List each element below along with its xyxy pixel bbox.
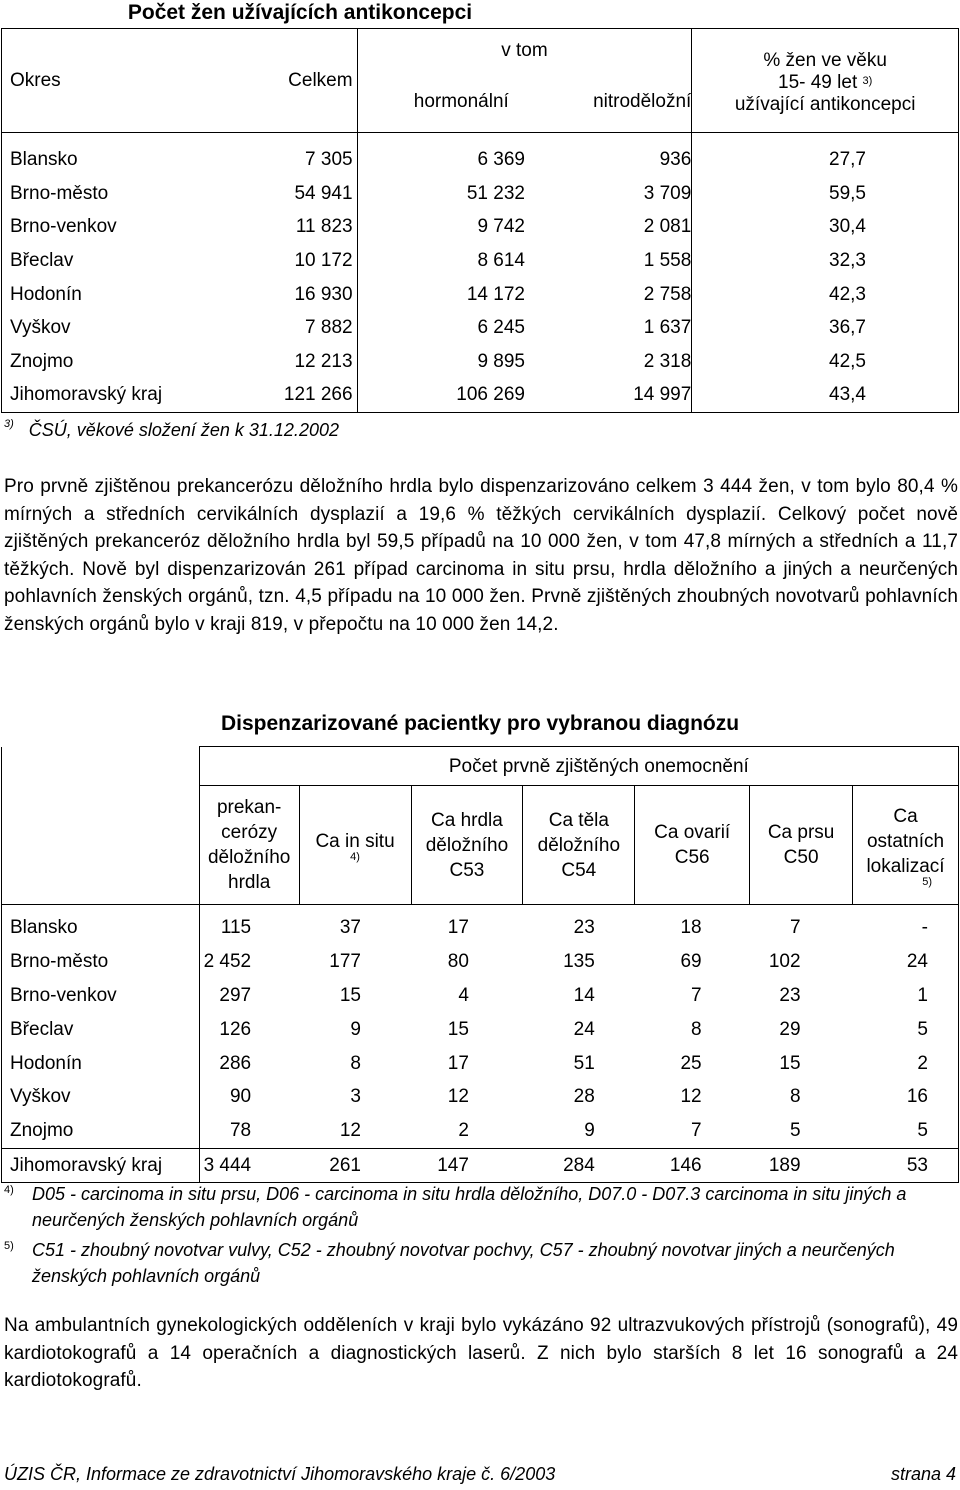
cell-value: 29 [779, 1018, 801, 1040]
table-row [2, 1080, 959, 1114]
cell-okres: Břeclav [2, 244, 202, 278]
table-row [2, 1012, 959, 1046]
column-header-line: lokalizací [866, 855, 945, 877]
pct-line2: 15- 49 let $^{3)}$ [778, 71, 873, 93]
cell-value: 23 [573, 917, 595, 939]
cell-value: 9 [584, 1120, 595, 1142]
cell-okres: Jihomoravský kraj [2, 378, 202, 412]
column-header [299, 786, 411, 905]
cell-hormonalni: 9 895 [357, 345, 525, 379]
cell-nitrodelozni: 3 709 [643, 182, 692, 204]
cell-hormonalni: 14 172 [357, 277, 525, 311]
column-header [853, 786, 959, 905]
cell-okres: Brno-město [2, 177, 202, 211]
group-header: Počet prvně zjištěných onemocnění [199, 747, 958, 786]
cell-value: 12 [680, 1086, 702, 1108]
cell-value: 3 [350, 1086, 361, 1108]
cell-nitrodelozni: 2 318 [643, 350, 692, 372]
cell-value: 28 [573, 1086, 595, 1108]
cell-hormonalni: 6 369 [357, 133, 525, 177]
paragraph-1: Pro prvně zjištěnou prekancerózu děložního hrdla bylo dispenzarizováno celkem 3 444 žen, v tom bylo 80,4 % mírných a středních cervikálních dysplazií a 19,6 % těžkých cervikálních dysplazií. Celkový počet nově zjištěných prekanceróz děložního hrdla byl 59,5 případů na 10 000 žen, v tom 47,8 mírných a středních a 11,7 těžkých. Nově byl dispenzarizován 261 případ carcinoma in situ prsu, hrdla děložního a jiných a neurčených pohlavních ženských orgánů, tzn. 4,5 případu na 10 000 žen. Prvně zjištěných zhoubných novotvarů pohlavních ženských orgánů bylo v kraji 819, v přepočtu na 10 000 žen 14,2. [4, 476, 958, 635]
column-header-line: C50 [783, 847, 819, 868]
cell-value: 8 [350, 1052, 361, 1074]
cell-value: 8 [691, 1018, 702, 1040]
cell-nitrodelozni: 1 558 [643, 250, 692, 272]
footnote-5-text: C51 - zhoubný novotvar vulvy, C52 - zhoubný novotvar pochvy, C57 - zhoubný novotvar jiných a neurčených ženských pohlavních orgánů [32, 1240, 895, 1286]
cell-value: 7 [691, 984, 702, 1006]
column-header-line: děložního [537, 834, 621, 856]
cell-hormonalni: 9 742 [357, 210, 525, 244]
cell-value: 15 [447, 1018, 469, 1040]
cell-okres: Blansko [2, 905, 200, 945]
cell-value: 177 [329, 951, 361, 973]
cell-value: 8 [789, 1086, 801, 1108]
footnote-4-marker: 4) [4, 1184, 14, 1196]
cell-celkem: 121 266 [201, 378, 357, 412]
table-row [2, 905, 959, 945]
cell-nitrodelozni: 1 637 [643, 317, 692, 339]
cell-value: 9 [350, 1018, 361, 1040]
table-row [2, 1114, 959, 1148]
cell-celkem: 12 213 [294, 350, 353, 372]
cell-value: 23 [779, 984, 801, 1006]
cell-okres: Blansko [2, 133, 202, 177]
cell-celkem: 7 305 [305, 149, 353, 171]
table-row [2, 177, 959, 211]
cell-value: 78 [199, 1114, 299, 1148]
cell-okres: Jihomoravský kraj [2, 1148, 200, 1183]
cell-value: 18 [680, 917, 702, 939]
cell-value: 51 [573, 1052, 595, 1074]
table1-title: Počet žen užívajících antikoncepci [127, 1, 473, 24]
cell-celkem: 54 941 [294, 182, 353, 204]
cell-value: 25 [680, 1052, 702, 1074]
column-header [199, 786, 299, 905]
table-row [2, 979, 959, 1013]
cell-value: - [853, 905, 959, 945]
note-marker: 3) [4, 418, 14, 430]
col-okres: Okres [2, 29, 202, 133]
column-header-line: C54 [561, 859, 597, 881]
cell-okres: Břeclav [2, 1012, 200, 1046]
cell-value: 69 [680, 951, 702, 973]
col-v-tom: v tom [357, 29, 692, 73]
cell-value: 2 [458, 1120, 469, 1142]
cell-value: 2 [853, 1046, 959, 1080]
cell-value: 4 [458, 984, 469, 1006]
column-header-line: C56 [674, 847, 710, 868]
cell-okres: Vyškov [2, 1080, 200, 1114]
column-header-line: děložního [425, 834, 509, 856]
cell-pct: 59,5 [692, 177, 959, 211]
cell-value: 126 [199, 1012, 299, 1046]
column-header-line: Ca těla [548, 809, 609, 831]
footnote-5-marker: 5) [4, 1240, 14, 1252]
cell-value: 286 [199, 1046, 299, 1080]
table-row [2, 345, 959, 379]
table-row [2, 244, 959, 278]
cell-value: 37 [339, 917, 361, 939]
cell-celkem: 10 172 [294, 250, 353, 272]
column-header [411, 786, 523, 905]
cell-value: 80 [447, 951, 469, 973]
cell-pct: 43,4 [692, 378, 959, 412]
cell-value: 147 [411, 1148, 523, 1183]
cell-okres: Hodonín [2, 277, 202, 311]
column-header-line: děložního [207, 847, 291, 868]
column-header-line: Ca in situ [315, 830, 395, 852]
cell-value: 16 [853, 1080, 959, 1114]
column-header-footnote-marker: 4) [350, 850, 360, 863]
table-row [2, 133, 959, 177]
note-text: ČSÚ, věkové složení žen k 31.12.2002 [28, 420, 339, 440]
column-header [750, 786, 853, 905]
cell-hormonalni: 8 614 [357, 244, 525, 278]
cell-celkem: 11 823 [295, 216, 353, 238]
cell-nitrodelozni: 2 758 [643, 283, 692, 305]
col-hormonalni: hormonální [357, 72, 525, 133]
table2-title: Dispenzarizované pacientky pro vybranou diagnózu [220, 712, 740, 735]
cell-value: 12 [447, 1086, 469, 1108]
cell-value: 261 [299, 1148, 411, 1183]
dispensary-table [1, 746, 959, 1183]
column-header-line: Ca hrdla [431, 809, 503, 831]
footer-page-number: strana 4 [890, 1464, 956, 1484]
cell-nitrodelozni: 14 997 [525, 378, 692, 412]
cell-value: 15 [339, 984, 361, 1006]
table-row [2, 210, 959, 244]
column-header-line: cerózy [221, 822, 278, 843]
cell-value: 146 [635, 1148, 750, 1183]
cell-pct: 32,3 [692, 244, 959, 278]
cell-okres: Znojmo [2, 345, 202, 379]
table1-note [4, 420, 339, 441]
table-row [2, 1148, 959, 1183]
paragraph-2: Na ambulantních gynekologických odděleních v kraji bylo vykázáno 92 ultrazvukových přístrojů (sonografů), 49 kardiotokografů a 14 operačních a diagnostických laserů. Z nich bylo starších 8 let 16 sonografů a 24 kardiotokografů. [4, 1315, 958, 1391]
column-header-line: Ca ovarií [654, 822, 731, 843]
column-header-line: prekan- [216, 797, 282, 818]
cell-value: 297 [199, 979, 299, 1013]
cell-value: 189 [750, 1148, 853, 1183]
cell-value: 17 [447, 917, 469, 939]
cell-value: 102 [768, 951, 801, 973]
cell-value: 7 [691, 1120, 702, 1142]
column-header-line: C53 [449, 859, 485, 881]
column-header-line: Ca [893, 805, 918, 827]
column-header-line: hrdla [228, 872, 271, 893]
cell-hormonalni: 6 245 [357, 311, 525, 345]
col-pct [692, 29, 959, 133]
col-celkem: Celkem [201, 29, 357, 133]
page-footer [4, 1464, 956, 1485]
cell-value: 5 [853, 1114, 959, 1148]
cell-value: 284 [523, 1148, 635, 1183]
cell-value: 1 [853, 979, 959, 1013]
cell-value: 115 [199, 905, 299, 945]
column-header [523, 786, 635, 905]
cell-pct: 42,5 [692, 345, 959, 379]
cell-value: 12 [339, 1120, 361, 1142]
column-header-line: Ca prsu [767, 822, 835, 843]
table-row [2, 311, 959, 345]
column-header-footnote-marker: 5) [922, 875, 932, 888]
cell-celkem: 7 882 [305, 317, 353, 339]
table-row [2, 1046, 959, 1080]
table-row [2, 945, 959, 979]
pct-line3: užívající antikoncepci [734, 93, 916, 115]
cell-nitrodelozni: 2 081 [643, 216, 692, 238]
pct-line1: % žen ve věku [763, 49, 887, 71]
cell-value: 2 452 [199, 945, 299, 979]
cell-value: 24 [573, 1018, 595, 1040]
cell-value: 17 [447, 1052, 469, 1074]
column-header [635, 786, 750, 905]
col-nitrodelozni: nitroděložní [525, 72, 692, 133]
cell-value: 14 [573, 984, 595, 1006]
cell-value: 7 [789, 917, 801, 939]
footnote-5 [4, 1237, 958, 1289]
cell-hormonalni: 106 269 [357, 378, 525, 412]
cell-okres: Vyškov [2, 311, 202, 345]
cell-value: 90 [199, 1080, 299, 1114]
cell-value: 24 [853, 945, 959, 979]
cell-nitrodelozni: 936 [659, 149, 692, 171]
contraception-table [1, 28, 959, 413]
cell-okres: Znojmo [2, 1114, 200, 1148]
footnote-4 [4, 1181, 958, 1233]
cell-pct: 27,7 [692, 133, 959, 177]
cell-okres: Hodonín [2, 1046, 200, 1080]
cell-okres: Brno-město [2, 945, 200, 979]
table-row [2, 378, 959, 412]
cell-okres: Brno-venkov [2, 979, 200, 1013]
footnote-4-text: D05 - carcinoma in situ prsu, D06 - carcinoma in situ hrdla děložního, D07.0 - D07.3 carcinoma in situ jiných a neurčených ženských pohlavních orgánů [32, 1184, 907, 1230]
cell-value: 3 444 [199, 1148, 299, 1183]
cell-pct: 42,3 [692, 277, 959, 311]
cell-pct: 36,7 [692, 311, 959, 345]
cell-value: 15 [779, 1052, 801, 1074]
cell-value: 5 [853, 1012, 959, 1046]
cell-pct: 30,4 [692, 210, 959, 244]
cell-hormonalni: 51 232 [357, 177, 525, 211]
table-row [2, 277, 959, 311]
cell-okres: Brno-venkov [2, 210, 202, 244]
cell-value: 53 [853, 1148, 959, 1183]
cell-value: 135 [563, 951, 595, 973]
cell-value: 5 [789, 1120, 801, 1142]
column-header-line: ostatních [866, 830, 945, 852]
cell-celkem: 16 930 [294, 283, 353, 305]
footer-source: ÚZIS ČR, Informace ze zdravotnictví Jihomoravského kraje č. 6/2003 [4, 1464, 556, 1484]
